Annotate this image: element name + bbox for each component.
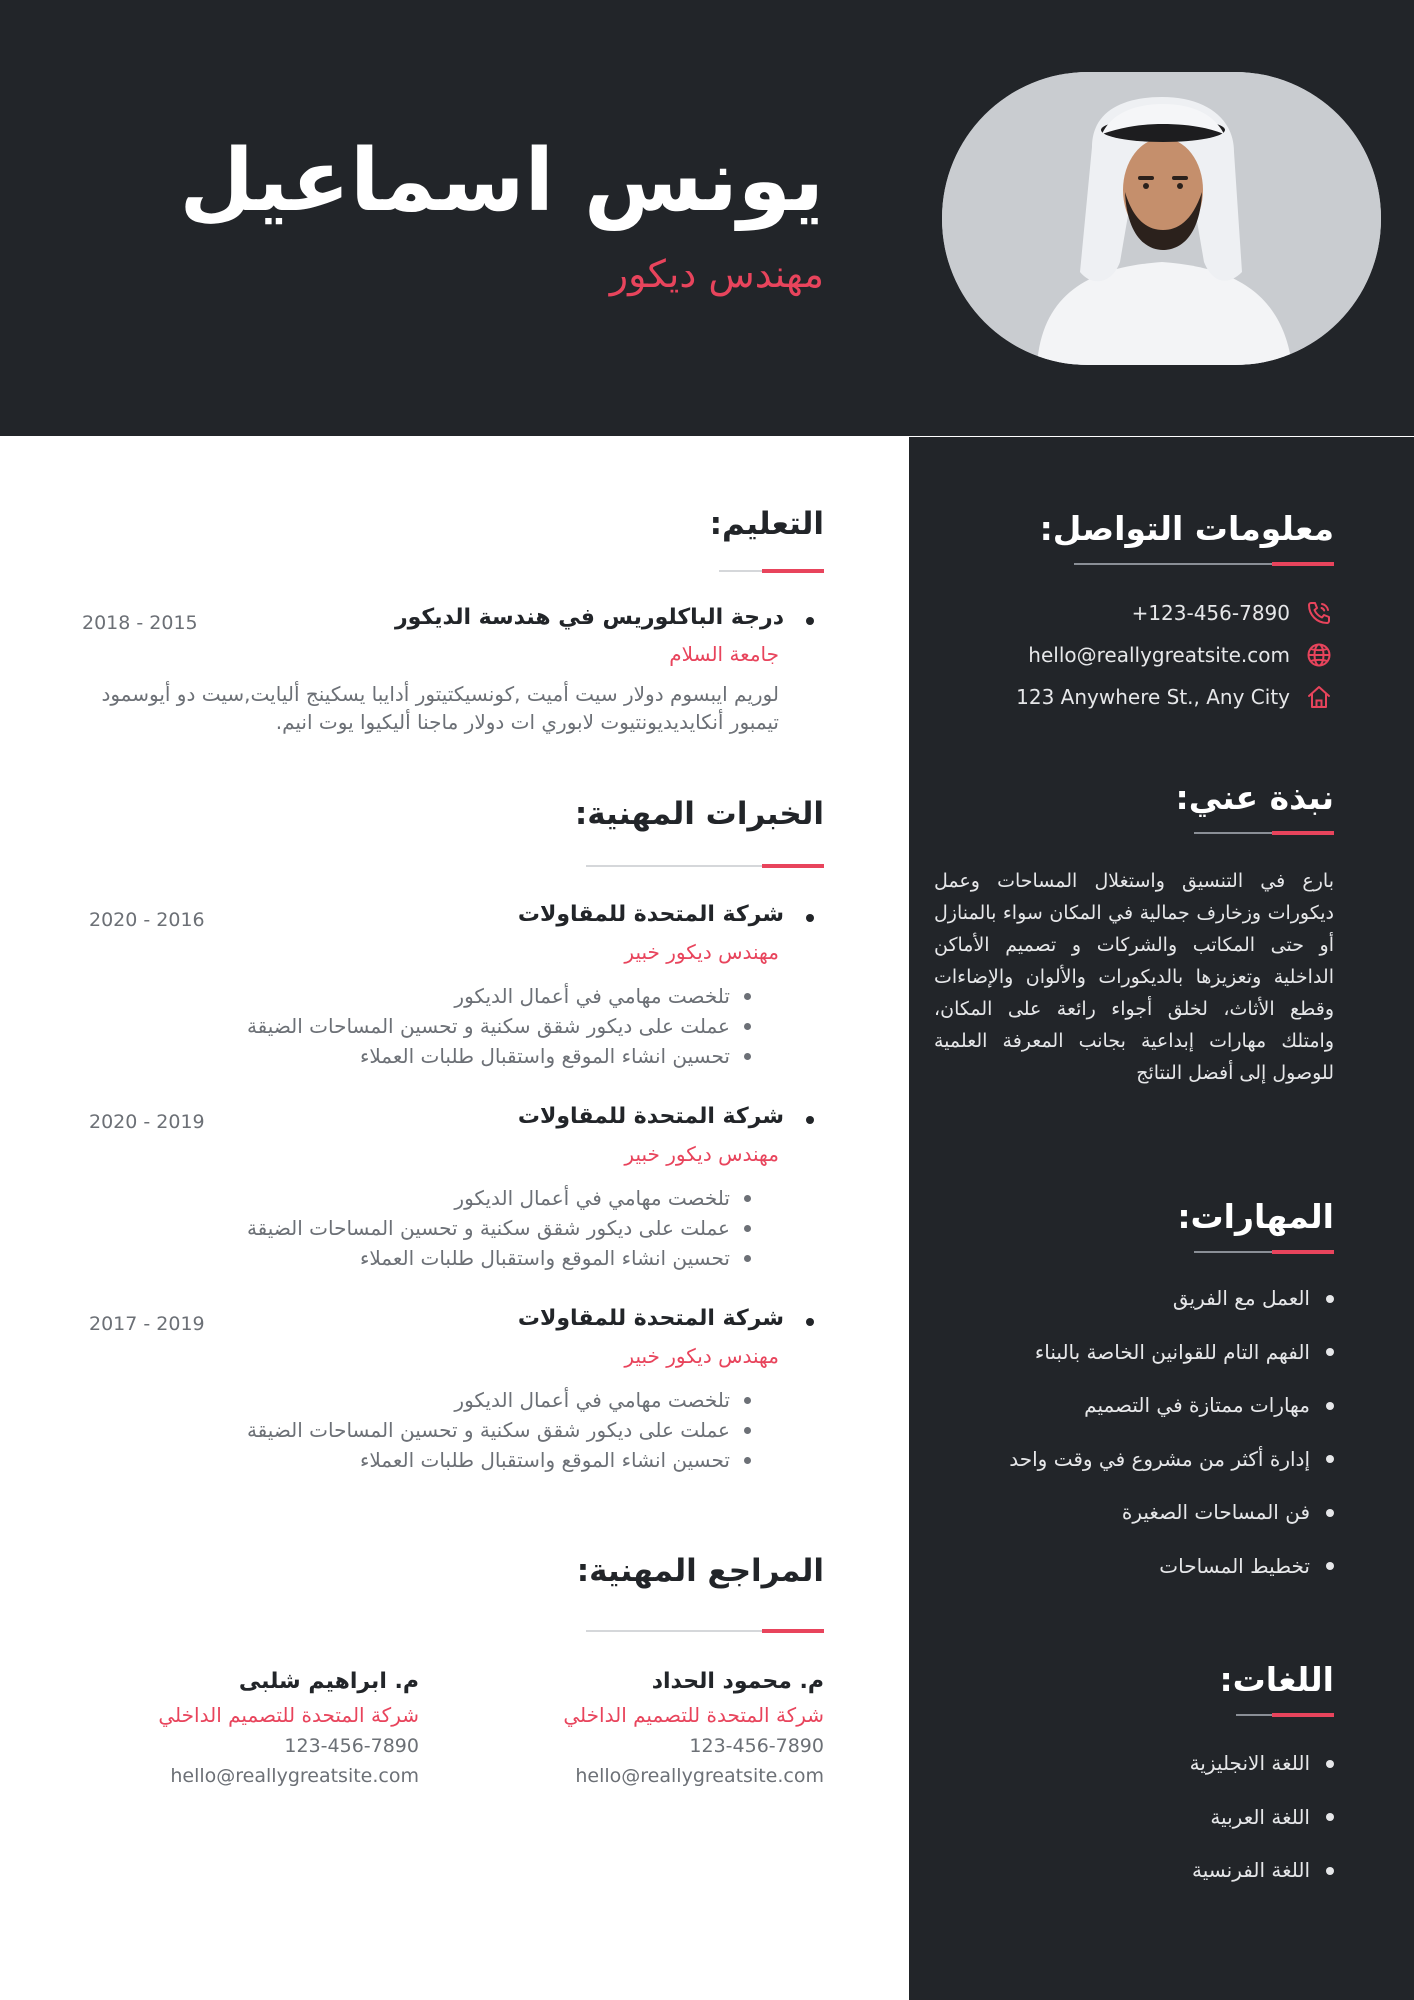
duty-item: عملت على ديكور شقق سكنية و تحسين المساحات الضيقة (247, 1011, 751, 1041)
job-title: مهندس ديكور (609, 252, 824, 296)
education-description: لوريم ايبسوم دولار سيت أميت ,كونسيكتيتور أدايبا يسكينج أليايت,سيت دو أيوسمود تيمبور أنكايديديونتيوت لابوري ات دولار ماجنا أليكيوا يوت انيم. (101, 682, 779, 734)
duty-item: تلخصت مهامي في أعمال الديكور (247, 1183, 751, 1213)
about-heading: نبذة عني: (1175, 778, 1334, 817)
skill-item: تخطيط المساحات (934, 1540, 1334, 1594)
contact-address-row (934, 676, 1334, 718)
job-role: مهندس ديكور خبير (624, 1142, 779, 1166)
duty-item: عملت على ديكور شقق سكنية و تحسين المساحات الضيقة (247, 1213, 751, 1243)
job-company: شركة المتحدة للمقاولات (517, 1104, 784, 1129)
reference-phone[interactable]: 123-456-7890 (284, 1735, 419, 1757)
header (0, 0, 1414, 436)
contact-heading-rule (1074, 562, 1334, 566)
skill-item: الفهم التام للقوانين الخاصة بالبناء (934, 1326, 1334, 1380)
job-date: 2020 - 2019 (89, 1111, 205, 1133)
job-company: شركة المتحدة للمقاولات (517, 902, 784, 927)
home-icon (1304, 682, 1334, 712)
globe-icon (1304, 640, 1334, 670)
contact-email[interactable]: hello@reallygreatsite.com (1028, 643, 1290, 667)
contact-section (934, 509, 1334, 718)
job-date: 2017 - 2019 (89, 1313, 205, 1335)
skill-item: فن المساحات الصغيرة (934, 1486, 1334, 1540)
contact-phone[interactable]: +123-456-7890 (1131, 601, 1290, 625)
reference-card (563, 1665, 824, 1791)
contact-heading: معلومات التواصل: (1039, 509, 1334, 548)
duty-item: تحسين انشاء الموقع واستقبال طلبات العملاء (247, 1445, 751, 1475)
duty-item: تلخصت مهامي في أعمال الديكور (247, 981, 751, 1011)
reference-email[interactable]: hello@reallygreatsite.com (170, 1765, 419, 1787)
skill-item: مهارات ممتازة في التصميم (934, 1379, 1334, 1433)
profile-photo (942, 72, 1381, 365)
duty-item: عملت على ديكور شقق سكنية و تحسين المساحات الضيقة (247, 1415, 751, 1445)
education-heading: التعليم: (709, 506, 824, 542)
experience-heading: الخبرات المهنية: (574, 796, 824, 832)
job-role: مهندس ديكور خبير (624, 940, 779, 964)
languages-list (934, 1737, 1334, 1898)
person-name: يونس اسماعيل (179, 131, 824, 231)
job-duties (247, 1183, 751, 1273)
languages-section (934, 1660, 1334, 1898)
contact-phone-row (934, 592, 1334, 634)
skills-section (934, 1197, 1334, 1593)
language-item: اللغة الانجليزية (934, 1737, 1334, 1791)
skills-heading-rule (1194, 1250, 1334, 1254)
reference-name: م. محمود الحداد (651, 1669, 824, 1694)
references-heading: المراجع المهنية: (576, 1553, 824, 1589)
skill-item: العمل مع الفريق (934, 1272, 1334, 1326)
duty-item: تلخصت مهامي في أعمال الديكور (247, 1385, 751, 1415)
language-item: اللغة العربية (934, 1791, 1334, 1845)
reference-company: شركة المتحدة للتصميم الداخلي (563, 1703, 824, 1727)
references-heading-rule (586, 1629, 824, 1633)
job-duties (247, 981, 751, 1071)
education-degree: درجة الباكلوريس في هندسة الديكور (394, 605, 784, 630)
about-section (934, 778, 1334, 1089)
skills-heading: المهارات: (1177, 1197, 1334, 1236)
duty-item: تحسين انشاء الموقع واستقبال طلبات العملاء (247, 1041, 751, 1071)
reference-name: م. ابراهيم شلبى (238, 1669, 419, 1694)
about-heading-rule (1194, 831, 1334, 835)
language-item: اللغة الفرنسية (934, 1844, 1334, 1898)
skills-list (934, 1272, 1334, 1593)
sidebar (909, 437, 1414, 2000)
duty-item: تحسين انشاء الموقع واستقبال طلبات العملاء (247, 1243, 751, 1273)
profile-photo-illustration (942, 72, 1381, 365)
job-bullet (806, 914, 814, 922)
contact-email-row (934, 634, 1334, 676)
languages-heading: اللغات: (1219, 1660, 1334, 1699)
education-heading-rule (719, 569, 824, 573)
education-school: جامعة السلام (669, 642, 779, 666)
job-bullet (806, 1116, 814, 1124)
contact-address: 123 Anywhere St., Any City (1016, 685, 1290, 709)
job-role: مهندس ديكور خبير (624, 1344, 779, 1368)
reference-company: شركة المتحدة للتصميم الداخلي (158, 1703, 419, 1727)
about-text: بارع في التنسيق واستغلال المساحات وعمل ديكورات وزخارف جمالية في المكان سواء بالمنازل أو حتى المكاتب والشركات و تصميم الأماكن الداخلية وتعزيزها بالديكورات والألوان والإضاءات وقطع الأثاث، لخلق أجواء رائعة على المكان، وامتلك مهارات إبداعية بجانب المعرفة العلمية للوصول إلى أفضل النتائج (934, 870, 1334, 1084)
job-duties (247, 1385, 751, 1475)
reference-phone[interactable]: 123-456-7890 (689, 1735, 824, 1757)
skill-item: إدارة أكثر من مشروع في وقت واحد (934, 1433, 1334, 1487)
job-date: 2020 - 2016 (89, 909, 205, 931)
job-company: شركة المتحدة للمقاولات (517, 1306, 784, 1331)
languages-heading-rule (1236, 1713, 1334, 1717)
job-bullet (806, 1318, 814, 1326)
phone-icon (1304, 598, 1334, 628)
reference-card (158, 1665, 419, 1791)
education-date: 2018 - 2015 (82, 612, 198, 634)
education-bullet (806, 617, 814, 625)
reference-email[interactable]: hello@reallygreatsite.com (575, 1765, 824, 1787)
experience-heading-rule (586, 864, 824, 868)
